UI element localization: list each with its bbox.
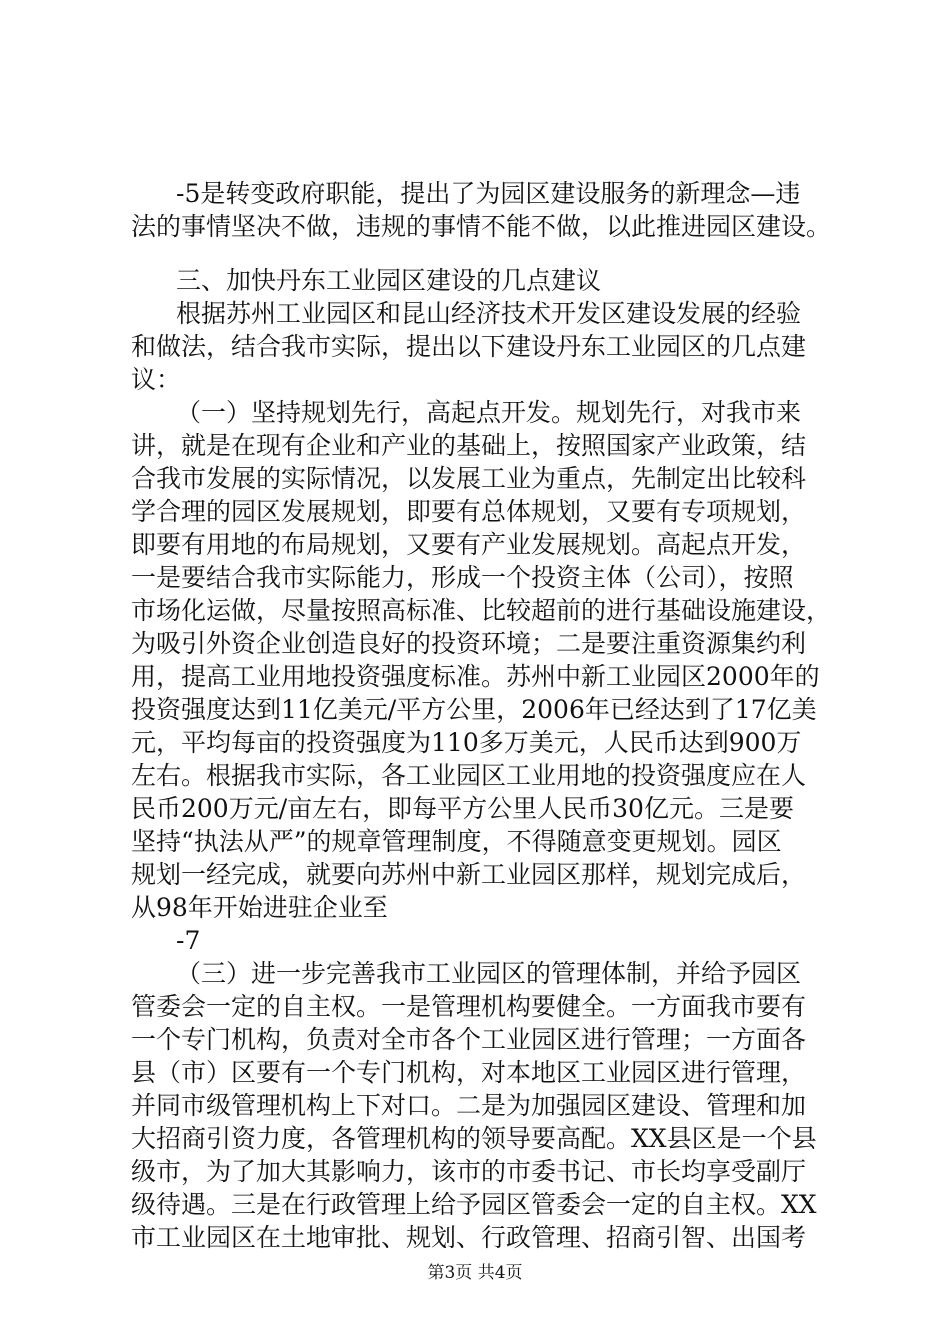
text-line: 市场化运做，尽量按照高标准、比较超前的进行基础设施建设，	[131, 596, 832, 625]
text-line: 投资强度达到11亿美元/平方公里，2006年已经达到了17亿美	[131, 695, 817, 724]
text-line: 一是要结合我市实际能力，形成一个投资主体（公司），按照	[131, 563, 794, 592]
text-line: 即要有用地的布局规划，又要有产业发展规划。高起点开发，	[131, 530, 807, 559]
text-line: 根据苏州工业园区和昆山经济技术开发区建设发展的经验	[176, 299, 802, 328]
text-line: 元，平均每亩的投资强度为110多万美元，人民币达到900万	[131, 728, 802, 757]
page-marker: -7	[176, 926, 201, 955]
text-line: 市工业园区在土地审批、规划、行政管理、招商引智、出国考	[131, 1223, 807, 1252]
text-line: 议：	[131, 365, 182, 394]
page-footer: 第3页 共4页	[427, 1263, 523, 1283]
text-line: 级待遇。三是在行政管理上给予园区管委会一定的自主权。XX	[131, 1190, 817, 1219]
text-line: 大招商引资力度，各管理机构的领导要高配。XX县区是一个县	[131, 1124, 817, 1153]
text-line: 从98年开始进驻企业至	[131, 893, 388, 922]
text-line: 法的事情坚决不做，违规的事情不能不做，以此推进园区建设。	[131, 212, 832, 241]
text-line: 一个专门机构，负责对全市各个工业园区进行管理；一方面各	[131, 1025, 807, 1054]
text-line: 为吸引外资企业创造良好的投资环境；二是要注重资源集约利	[131, 629, 807, 658]
text-line: 用，提高工业用地投资强度标准。苏州中新工业园区2000年的	[131, 662, 820, 691]
text-line: 和做法，结合我市实际，提出以下建设丹东工业园区的几点建	[131, 332, 807, 361]
text-line: -5是转变政府职能，提出了为园区建设服务的新理念—违	[176, 179, 801, 208]
text-line: 讲，就是在现有企业和产业的基础上，按照国家产业政策，结	[131, 431, 807, 460]
text-line: 管委会一定的自主权。一是管理机构要健全。一方面我市要有	[131, 992, 807, 1021]
text-line: 坚持“执法从严”的规章管理制度，不得随意变更规划。园区	[131, 827, 782, 856]
text-line: 县（市）区要有一个专门机构，对本地区工业园区进行管理，	[131, 1058, 807, 1087]
text-line: （三）进一步完善我市工业园区的管理体制，并给予园区	[176, 959, 802, 988]
text-line: 民币200万元/亩左右，即每平方公里人民币30亿元。三是要	[131, 794, 794, 823]
text-line: （一）坚持规划先行，高起点开发。规划先行，对我市来	[176, 398, 802, 427]
text-line: 合我市发展的实际情况，以发展工业为重点，先制定出比较科	[131, 464, 807, 493]
text-line: 级市，为了加大其影响力，该市的市委书记、市长均享受副厅	[131, 1157, 807, 1186]
text-line: 学合理的园区发展规划，即要有总体规划，又要有专项规划，	[131, 497, 807, 526]
section-heading: 三、加快丹东工业园区建设的几点建议	[176, 266, 602, 295]
text-line: 并同市级管理机构上下对口。二是为加强园区建设、管理和加	[131, 1091, 807, 1120]
text-line: 左右。根据我市实际，各工业园区工业用地的投资强度应在人	[131, 761, 807, 790]
text-line: 规划一经完成，就要向苏州中新工业园区那样，规划完成后，	[131, 860, 807, 889]
